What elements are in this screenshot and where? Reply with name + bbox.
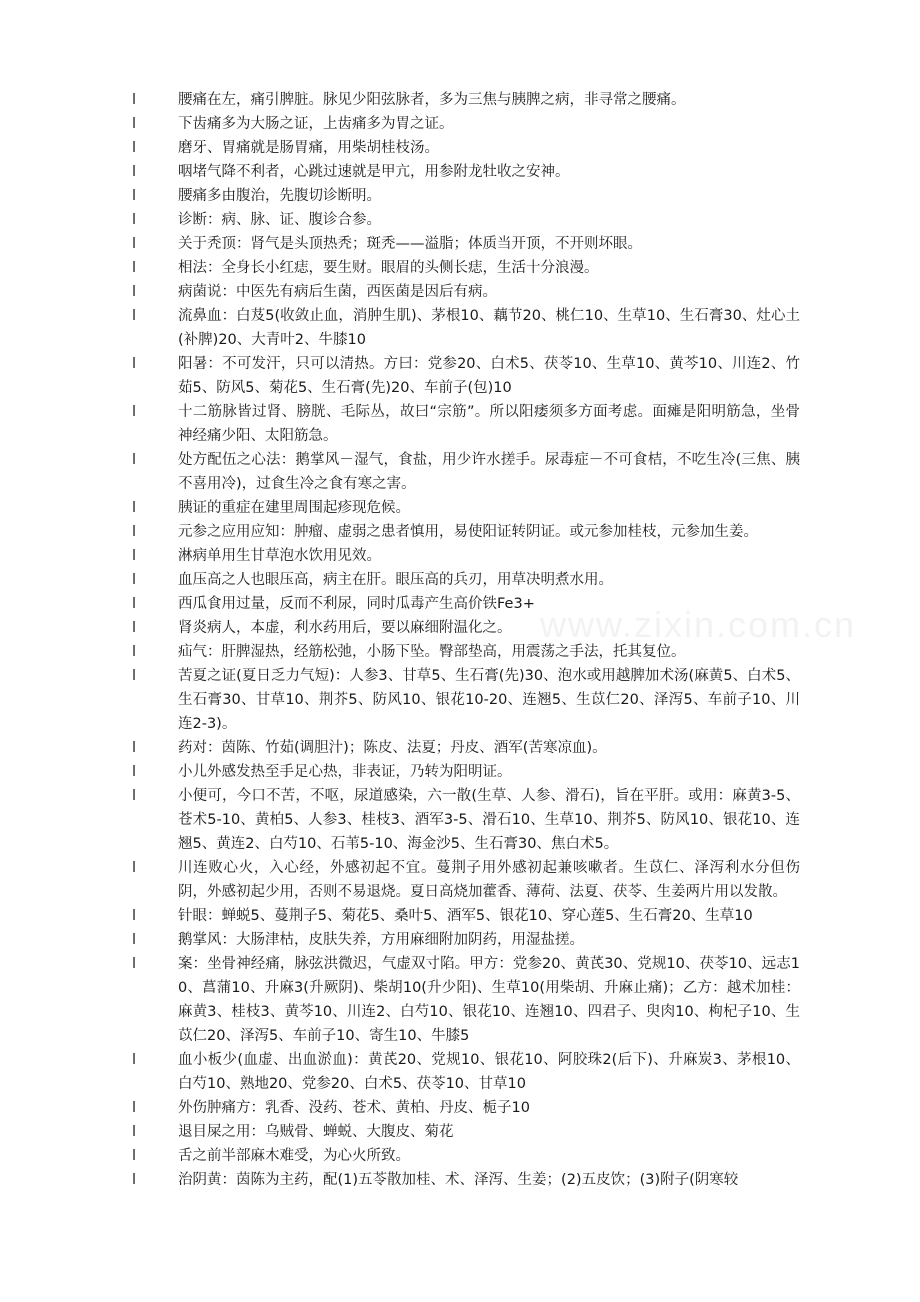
- bullet-marker: l: [132, 644, 137, 660]
- bullet-marker: l: [132, 764, 137, 780]
- list-item: [128, 136, 800, 160]
- list-item: [128, 112, 800, 136]
- bullet-marker: l: [132, 188, 137, 204]
- entry-text: 血压高之人也眼压高，病主在肝。眼压高的兵刃，用草决明煮水用。: [178, 572, 613, 588]
- entry-text: 相法：全身长小红痣，要生财。眼眉的头侧长痣，生活十分浪漫。: [178, 260, 599, 276]
- list-item: [128, 1096, 800, 1120]
- bullet-marker: l: [132, 1124, 137, 1140]
- bullet-marker: l: [132, 284, 137, 300]
- list-item: [128, 496, 800, 520]
- entry-text: 案：坐骨神经痛，脉弦洪微迟，气虚双寸陷。甲方：党参20、黄芪30、党规10、茯苓10、远志10、菖蒲10、升麻3(升厥阴)、柴胡10(升少阳)、生草10(用柴胡、升麻止痛)；乙方：越术加桂：麻黄3、桂枝3、黄芩10、川连2、白芍10、银花10、连翘10、四君子、臾肉10、枸杞子10、生苡仁20、泽泻5、车前子10、寄生10、牛膝5: [178, 956, 800, 1044]
- bullet-marker: l: [132, 236, 137, 252]
- entry-text: 处方配伍之心法：鹅掌风－湿气，食盐，用少许水搓手。尿毒症－不可食桔，不吃生冷(三焦、胰不喜用冷)，过食生冷之食有寒之害。: [178, 452, 800, 492]
- list-item: [128, 88, 800, 112]
- bullet-marker: l: [132, 956, 137, 972]
- bullet-marker: l: [132, 404, 137, 420]
- list-item: [128, 1144, 800, 1168]
- list-item: [128, 664, 800, 736]
- entry-text: 腰痛多由腹治，先腹切诊断明。: [178, 188, 381, 204]
- entry-text: 针眼：蝉蜕5、蔓荆子5、菊花5、桑叶5、酒军5、银花10、穿心莲5、生石膏20、生草10: [178, 908, 753, 924]
- list-item: [128, 760, 800, 784]
- list-item: [128, 1048, 800, 1096]
- bullet-marker: l: [132, 932, 137, 948]
- entry-text: 阳暑：不可发汗，只可以清热。方曰：党参20、白术5、茯苓10、生草10、黄芩10、川连2、竹茹5、防风5、菊花5、生石膏(先)20、车前子(包)10: [178, 356, 800, 396]
- list-item: [128, 208, 800, 232]
- list-item: [128, 232, 800, 256]
- list-item: [128, 1120, 800, 1144]
- entry-text: 外伤肿痛方：乳香、没药、苍术、黄柏、丹皮、栀子10: [178, 1100, 530, 1116]
- entry-text: 小便可，今口不苦，不呕，尿道感染，六一散(生草、人参、滑石)，旨在平肝。或用：麻黄3-5、苍术5-10、黄柏5、人参3、桂枝3、酒军3-5、滑石10、生草10、荆芥5、防风10、银花10、连翘5、黄连2、白芍10、石苇5-10、海金沙5、生石膏30、焦白术5。: [178, 788, 800, 852]
- bullet-marker: l: [132, 860, 137, 876]
- entry-text: 鹅掌风：大肠津枯，皮肤失养，方用麻细附加阴药，用湿盐搓。: [178, 932, 584, 948]
- list-item: [128, 952, 800, 1048]
- list-item: [128, 616, 800, 640]
- entry-text: 舌之前半部麻木难受，为心火所致。: [178, 1148, 410, 1164]
- list-item: [128, 784, 800, 856]
- list-item: [128, 280, 800, 304]
- entry-list: [128, 88, 800, 1192]
- list-item: [128, 520, 800, 544]
- bullet-marker: l: [132, 164, 137, 180]
- list-item: [128, 544, 800, 568]
- bullet-marker: l: [132, 308, 137, 324]
- bullet-marker: l: [132, 1172, 137, 1188]
- entry-text: 咽堵气降不利者，心跳过速就是甲亢，用参附龙牡收之安神。: [178, 164, 570, 180]
- entry-text: 淋病单用生甘草泡水饮用见效。: [178, 548, 381, 564]
- entry-text: 药对：茵陈、竹茹(调胆汁)；陈皮、法夏；丹皮、酒军(苦寒凉血)。: [178, 740, 607, 756]
- list-item: [128, 736, 800, 760]
- list-item: [128, 856, 800, 904]
- entry-text: 十二筋脉皆过肾、膀胱、毛际丛，故曰“宗筋”。所以阳痿须多方面考虑。面瘫是阳明筋急，坐骨神经痛少阳、太阳筋急。: [178, 404, 800, 444]
- entry-text: 疝气：肝脾湿热，经筋松弛，小肠下坠。臀部垫高，用震荡之手法，托其复位。: [178, 644, 686, 660]
- list-item: [128, 904, 800, 928]
- list-item: [128, 592, 800, 616]
- entry-text: 小儿外感发热至手足心热，非表证，乃转为阳明证。: [178, 764, 512, 780]
- list-item: [128, 400, 800, 448]
- bullet-marker: l: [132, 452, 137, 468]
- list-item: [128, 928, 800, 952]
- list-item: [128, 640, 800, 664]
- entry-text: 下齿痛多为大肠之证，上齿痛多为胃之证。: [178, 116, 454, 132]
- entry-text: 胰证的重症在建里周围起疹现危候。: [178, 500, 410, 516]
- bullet-marker: l: [132, 668, 137, 684]
- entry-text: 苦夏之证(夏日乏力气短)：人参3、甘草5、生石膏(先)30、泡水或用越脾加术汤(麻黄5、白术5、生石膏30、甘草10、荆芥5、防风10、银花10-20、连翘5、生苡仁20、泽泻5、车前子10、川连2-3)。: [178, 668, 800, 732]
- list-item: [128, 256, 800, 280]
- entry-text: 血小板少(血虚、出血淤血)：黄芪20、党规10、银花10、阿胶珠2(后下)、升麻炭3、茅根10、白芍10、熟地20、党参20、白术5、茯苓10、甘草10: [178, 1052, 800, 1092]
- bullet-marker: l: [132, 500, 137, 516]
- bullet-marker: l: [132, 356, 137, 372]
- entry-text: 治阴黄：茵陈为主药，配(1)五苓散加桂、术、泽泻、生姜；(2)五皮饮；(3)附子(阴寒较: [178, 1172, 739, 1188]
- entry-text: 关于秃顶：肾气是头顶热秃；斑秃——溢脂；体质当开顶，不开则坏眼。: [178, 236, 642, 252]
- bullet-marker: l: [132, 1100, 137, 1116]
- bullet-marker: l: [132, 572, 137, 588]
- entry-text: 诊断：病、脉、证、腹诊合参。: [178, 212, 381, 228]
- entry-text: 川连败心火，入心经，外感初起不宜。蔓荆子用外感初起兼咳嗽者。生苡仁、泽泻利水分但伤阴，外感初起少用，否则不易退烧。夏日高烧加藿香、薄荷、法夏、茯苓、生姜两片用以发散。: [178, 860, 800, 900]
- entry-text: 西瓜食用过量，反而不利尿，同时瓜毒产生高价铁Fe3+: [178, 596, 535, 612]
- watermark: www.zixin.com.cn: [540, 604, 857, 645]
- bullet-marker: l: [132, 92, 137, 108]
- list-item: [128, 160, 800, 184]
- bullet-marker: l: [132, 740, 137, 756]
- bullet-marker: l: [132, 116, 137, 132]
- entry-text: 元参之应用应知：肿瘤、虚弱之患者慎用，易使阳证转阴证。或元参加桂枝，元参加生姜。: [178, 524, 758, 540]
- bullet-marker: l: [132, 1052, 137, 1068]
- bullet-marker: l: [132, 620, 137, 636]
- entry-text: 流鼻血：白芨5(收敛止血，消肿生肌)、茅根10、藕节20、桃仁10、生草10、生石膏30、灶心土(补脾)20、大青叶2、牛膝10: [178, 308, 800, 348]
- bullet-marker: l: [132, 1148, 137, 1164]
- list-item: [128, 184, 800, 208]
- entry-text: 退目屎之用：乌贼骨、蝉蜕、大腹皮、菊花: [178, 1124, 454, 1140]
- bullet-marker: l: [132, 140, 137, 156]
- bullet-marker: l: [132, 596, 137, 612]
- list-item: [128, 568, 800, 592]
- entry-text: 病菌说：中医先有病后生菌，西医菌是因后有病。: [178, 284, 497, 300]
- bullet-marker: l: [132, 212, 137, 228]
- list-item: [128, 1168, 800, 1192]
- bullet-marker: l: [132, 524, 137, 540]
- bullet-marker: l: [132, 788, 137, 804]
- bullet-marker: l: [132, 908, 137, 924]
- entry-text: 腰痛在左，痛引脾脏。脉见少阳弦脉者，多为三焦与胰脾之病，非寻常之腰痛。: [178, 92, 686, 108]
- list-item: [128, 352, 800, 400]
- bullet-marker: l: [132, 260, 137, 276]
- entry-text: 磨牙、胃痛就是肠胃痛，用柴胡桂枝汤。: [178, 140, 439, 156]
- entry-text: 肾炎病人，本虚，利水药用后，要以麻细附温化之。: [178, 620, 512, 636]
- bullet-marker: l: [132, 548, 137, 564]
- list-item: [128, 448, 800, 496]
- list-item: [128, 304, 800, 352]
